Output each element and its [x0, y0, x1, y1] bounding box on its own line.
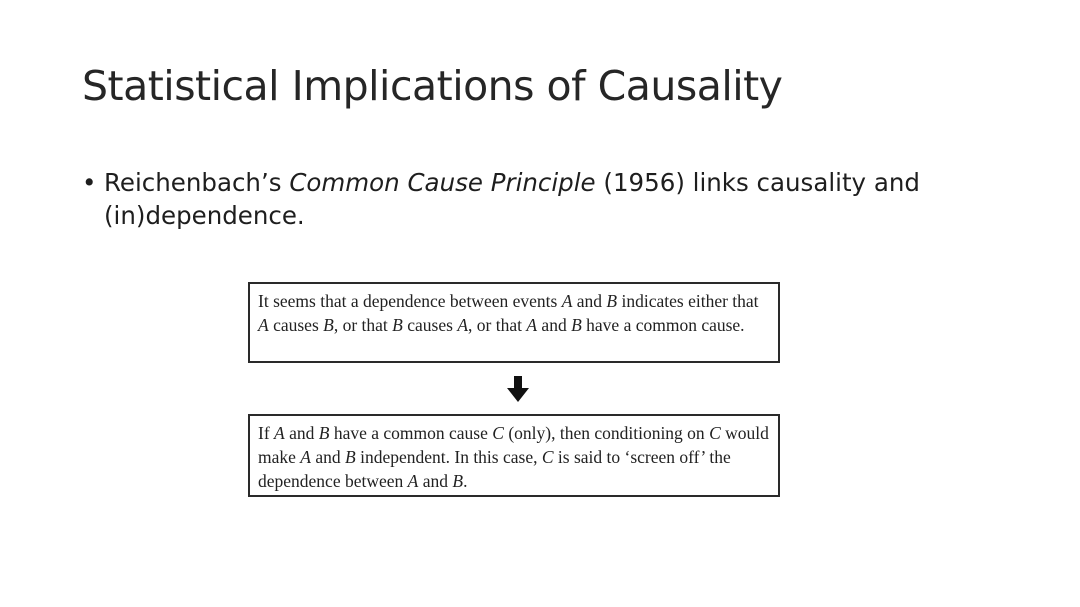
quote-text: have a common cause.	[581, 315, 745, 335]
screening-off-quote-box	[248, 414, 780, 497]
quote-text: and	[572, 291, 607, 311]
event-variable: A	[258, 315, 269, 335]
quote-text: (only), then conditioning on	[503, 423, 710, 443]
event-variable: A	[407, 471, 419, 491]
quote-text: indicates either that	[617, 291, 759, 311]
quote-text: , or that	[333, 315, 393, 335]
event-variable: A	[457, 315, 469, 335]
event-variable: B	[571, 315, 582, 335]
event-variable: B	[345, 447, 356, 467]
event-variable: B	[318, 423, 330, 443]
dependence-quote-box	[248, 282, 780, 363]
principle-name: Common Cause Principle	[289, 168, 596, 197]
event-variable: A	[274, 423, 285, 443]
event-variable: A	[526, 315, 538, 335]
event-variable: C	[709, 423, 721, 443]
slide-title: Statistical Implications of Causality	[82, 62, 783, 110]
bullet-text	[104, 166, 962, 232]
quote-text: is said to ‘screen off’ the dependence between	[258, 447, 731, 491]
quote-text: have a common cause	[329, 423, 493, 443]
event-variable: A	[561, 291, 573, 311]
event-variable: B	[323, 315, 334, 335]
down-arrow-icon	[507, 376, 529, 402]
bullet-dot: •	[82, 168, 97, 197]
bullet-item	[82, 166, 962, 232]
quote-text: and	[537, 315, 572, 335]
bullet-text-tail: (1956) links causality and (in)dependence.	[104, 168, 920, 230]
quote-text: would make	[258, 423, 769, 467]
quote-text: It seems that a dependence between events	[258, 291, 562, 311]
quote-text: and	[284, 423, 319, 443]
event-variable: C	[492, 423, 504, 443]
quote-text: independent. In this case,	[355, 447, 542, 467]
quote-text: , or that	[468, 315, 527, 335]
quote-text: and	[418, 471, 453, 491]
quote-text: causes	[402, 315, 458, 335]
event-variable: B	[392, 315, 403, 335]
quote-text: causes	[268, 315, 324, 335]
bullet-text-lead: Reichenbach’s	[104, 168, 290, 197]
event-variable: C	[541, 447, 554, 467]
quote-text: and	[310, 447, 346, 467]
event-variable: B	[606, 291, 618, 311]
event-variable: B	[452, 471, 464, 491]
event-variable: A	[300, 447, 311, 467]
quote-text: .	[463, 471, 468, 491]
quote-text: If	[258, 423, 275, 443]
